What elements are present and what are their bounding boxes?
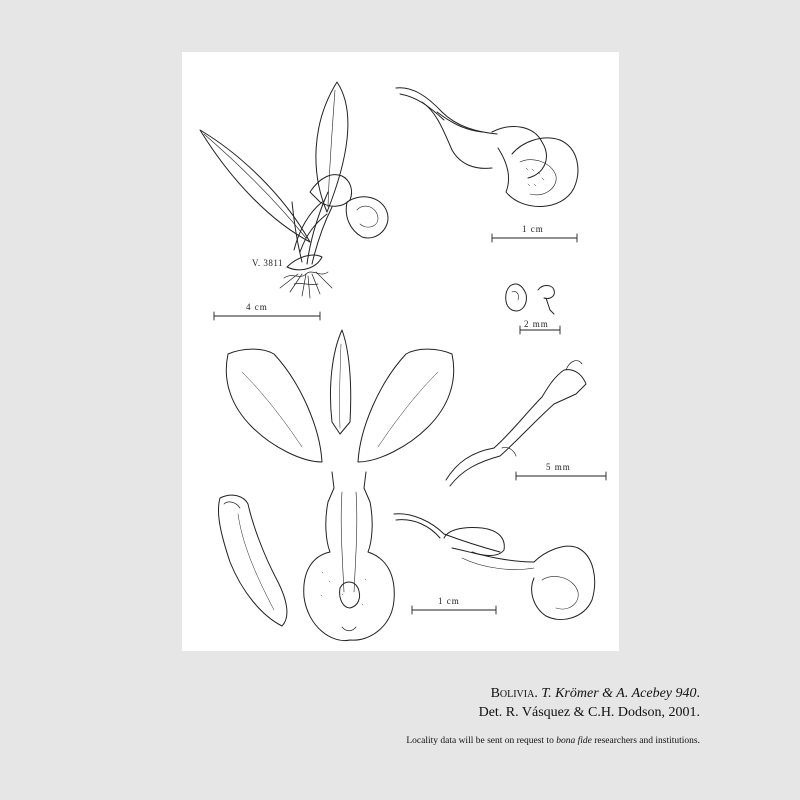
lip-front-view-drawing: [304, 472, 395, 641]
note-before: Locality data will be sent on request to: [406, 736, 554, 746]
scale-label-flower-side: 1 cm: [522, 224, 544, 234]
sepals-petals-drawing: [226, 330, 453, 462]
collectors: T. Krömer & A. Acebey 940: [541, 686, 697, 701]
scale-label-anther: 2 mm: [524, 319, 549, 329]
scale-label-habit: 4 cm: [246, 302, 268, 312]
lip-column-side-drawing: [394, 514, 595, 620]
country: Bolivia: [490, 686, 535, 701]
determination-line: Det. R. Vásquez & C.H. Dodson, 2001.: [478, 705, 700, 720]
plant-habit-drawing: [200, 82, 388, 298]
specimen-label: V. 3811: [252, 258, 284, 268]
botanical-plate: [182, 52, 619, 651]
note-after: researchers and institutions.: [594, 736, 700, 746]
scale-label-lip-column: 1 cm: [438, 596, 460, 606]
plate-caption: [479, 684, 700, 722]
artist-signature: [284, 272, 328, 285]
scale-bars: [214, 234, 606, 614]
anther-detail-drawing: [506, 284, 555, 314]
lip-side-view-drawing: [218, 495, 286, 626]
note-italic: bona fide: [556, 736, 592, 746]
flower-side-view-drawing: [396, 88, 578, 207]
locality-note: [406, 736, 700, 746]
scale-label-column: 5 mm: [546, 462, 571, 472]
collection-line: Bolivia. T. Krömer & A. Acebey 940.: [490, 686, 700, 701]
orchid-illustration: [182, 52, 619, 651]
